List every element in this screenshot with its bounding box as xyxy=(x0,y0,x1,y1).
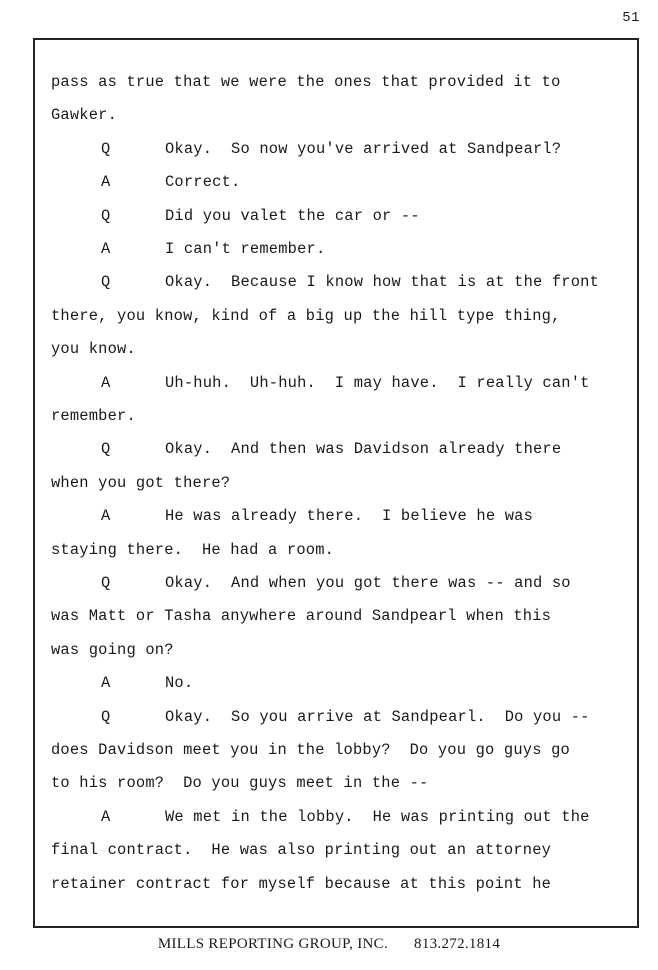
line-text: Did you valet the car or -- xyxy=(165,206,420,225)
line-text: Uh-huh. Uh-huh. I may have. I really can't xyxy=(165,373,590,392)
speaker-label: A xyxy=(101,373,111,392)
transcript-line xyxy=(101,707,637,727)
transcript-line xyxy=(51,740,637,760)
transcript-line xyxy=(51,473,637,493)
transcript-line xyxy=(101,506,637,526)
transcript-line xyxy=(101,239,637,259)
line-text: does Davidson meet you in the lobby? Do you go guys go xyxy=(51,741,570,759)
line-text: Okay. Because I know how that is at the front xyxy=(165,273,600,292)
transcript-line xyxy=(101,272,637,292)
transcript-line xyxy=(51,773,637,793)
transcript-line xyxy=(101,807,637,827)
line-text: pass as true that we were the ones that provided it to xyxy=(51,73,561,91)
line-text: when you got there? xyxy=(51,473,231,492)
line-text: was Matt or Tasha anywhere around Sandpearl when this xyxy=(51,607,552,626)
footer xyxy=(0,936,658,953)
transcript-line xyxy=(101,673,637,693)
speaker-label: Q xyxy=(101,273,111,292)
speaker-label: Q xyxy=(101,139,111,158)
page-number: 51 xyxy=(622,10,640,26)
line-text: remember. xyxy=(51,407,136,425)
speaker-label: A xyxy=(101,674,111,693)
line-text: Gawker. xyxy=(51,106,118,125)
transcript-line xyxy=(51,540,637,560)
transcript-frame xyxy=(33,38,639,928)
line-text: Okay. And when you got there was -- and so xyxy=(165,574,571,592)
line-text: to his room? Do you guys meet in the -- xyxy=(51,774,429,793)
transcript-line xyxy=(101,373,637,393)
line-text: No. xyxy=(165,674,194,693)
transcript-line xyxy=(101,573,637,593)
transcript-line xyxy=(51,640,637,660)
transcript-line xyxy=(101,439,637,459)
speaker-label: Q xyxy=(101,206,111,225)
footer-phone: 813.272.1814 xyxy=(414,936,501,952)
line-text: Okay. So now you've arrived at Sandpearl? xyxy=(165,139,562,158)
line-text: retainer contract for myself because at this point he xyxy=(51,874,552,893)
speaker-label: A xyxy=(101,240,111,258)
footer-company: MILLS REPORTING GROUP, INC. xyxy=(157,936,389,952)
transcript-line xyxy=(51,306,637,326)
transcript-line xyxy=(51,339,637,359)
transcript-line xyxy=(51,840,637,860)
line-text: Correct. xyxy=(165,173,241,192)
speaker-label: A xyxy=(101,173,111,192)
transcript-line xyxy=(51,606,637,626)
line-text: staying there. He had a room. xyxy=(51,540,335,559)
transcript-line xyxy=(51,406,637,426)
speaker-label: A xyxy=(101,807,111,826)
transcript-line xyxy=(101,139,637,159)
line-text: Okay. So you arrive at Sandpearl. Do you -- xyxy=(165,707,590,726)
line-text: He was already there. I believe he was xyxy=(165,507,533,526)
transcript-line xyxy=(101,172,637,192)
speaker-label: Q xyxy=(101,440,111,459)
transcript-line xyxy=(51,72,637,92)
transcript-line xyxy=(51,874,637,894)
line-text: We met in the lobby. He was printing out the xyxy=(165,807,590,826)
transcript-line xyxy=(51,105,637,125)
line-text: you know. xyxy=(51,340,136,359)
line-text: final contract. He was also printing out an attorney xyxy=(51,841,552,860)
speaker-label: A xyxy=(101,507,111,526)
line-text: Okay. And then was Davidson already there xyxy=(165,440,562,459)
speaker-label: Q xyxy=(101,707,111,726)
speaker-label: Q xyxy=(101,574,111,592)
transcript-line xyxy=(101,206,637,226)
line-text: there, you know, kind of a big up the hill type thing, xyxy=(51,306,561,325)
line-text: I can't remember. xyxy=(165,240,326,258)
line-text: was going on? xyxy=(51,640,174,659)
